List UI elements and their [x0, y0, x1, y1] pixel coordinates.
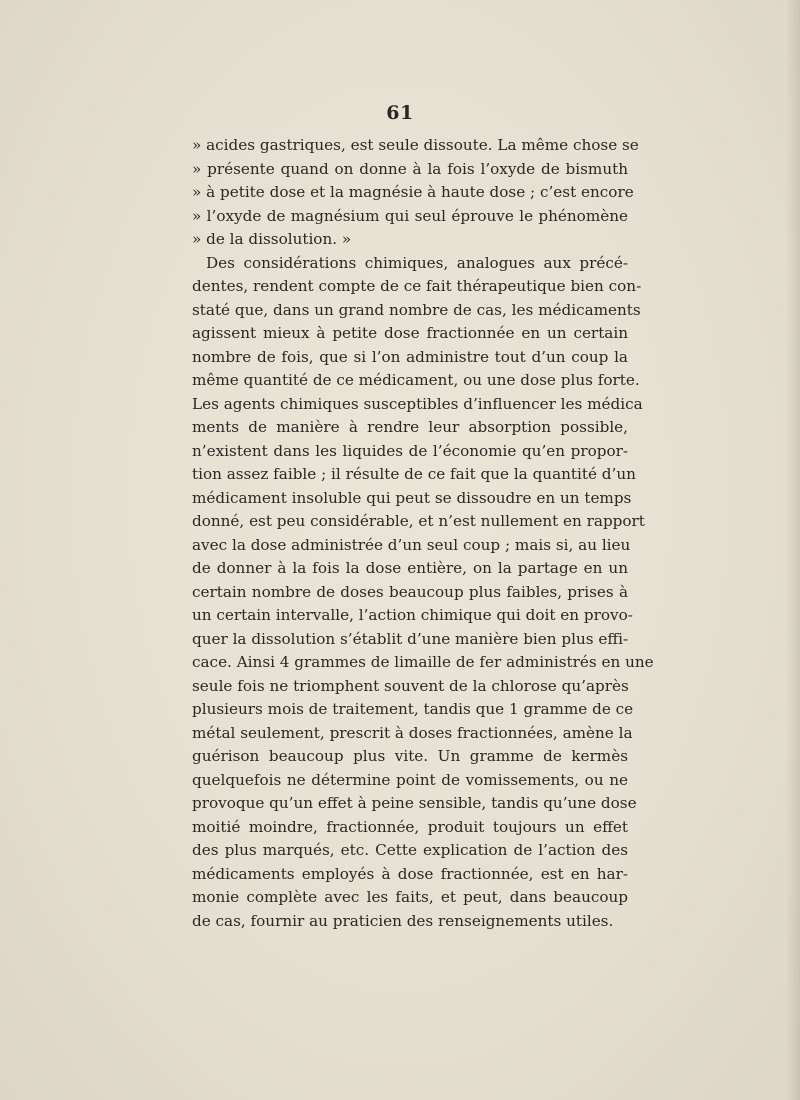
- text-line: Les agents chimiques susceptibles d’influencer les médica: [192, 394, 643, 413]
- text-line: médicaments employés à dose fractionnée, est en har-: [192, 864, 628, 883]
- text-line: n’existent dans les liquides de l’économie qu’en propor-: [192, 441, 628, 460]
- text-line: un certain intervalle, l’action chimique qui doit en provo-: [192, 606, 633, 624]
- text-line: provoque qu’un effet à peine sensible, tandis qu’une dose: [192, 794, 637, 812]
- text-line: cace. Ainsi 4 grammes de limaille de fer administrés en une: [192, 653, 654, 671]
- text-line: agissent mieux à petite dose fractionnée en un certain: [192, 324, 628, 342]
- text-line: certain nombre de doses beaucoup plus faibles, prises à: [192, 582, 628, 601]
- text-line: donné, est peu considérable, et n’est nullement en rapport: [192, 512, 645, 530]
- text-line: » de la dissolution. »: [192, 230, 352, 248]
- text-line: monie complète avec les faits, et peut, dans beaucoup: [192, 888, 628, 906]
- text-line: quelquefois ne détermine point de vomissements, ou ne: [192, 770, 628, 789]
- text-line: » à petite dose et la magnésie à haute dose ; c’est encore: [192, 183, 634, 201]
- text-line: plusieurs mois de traitement, tandis que 1 gramme de ce: [192, 700, 634, 718]
- body-text: [192, 134, 654, 933]
- text-line: quer la dissolution s’établit d’une manière bien plus effi-: [192, 629, 629, 648]
- paragraph-start-line: Des considérations chimiques, analogues aux précé-: [206, 253, 628, 272]
- page-edge-shadow: [786, 0, 800, 1100]
- text-line: de cas, fournir au praticien des renseignements utiles.: [192, 911, 614, 930]
- text-line: de donner à la fois la dose entière, on la partage en un: [192, 559, 628, 577]
- text-line: » l’oxyde de magnésium qui seul éprouve le phénomène: [192, 206, 628, 225]
- text-line: tion assez faible ; il résulte de ce fait que la quantité d’un: [192, 465, 636, 483]
- text-line: seule fois ne triomphent souvent de la chlorose qu’après: [192, 676, 629, 695]
- text-line: avec la dose administrée d’un seul coup ; mais si, au lieu: [192, 535, 631, 554]
- page-number: 61: [386, 102, 414, 124]
- text-line: moitié moindre, fractionnée, produit toujours un effet: [192, 817, 628, 836]
- text-line: » présente quand on donne à la fois l’oxyde de bismuth: [192, 159, 628, 178]
- text-line: ments de manière à rendre leur absorption possible,: [192, 418, 628, 436]
- text-line: guérison beaucoup plus vite. Un gramme de kermès: [192, 747, 628, 765]
- text-line: nombre de fois, que si l’on administre tout d’un coup la: [192, 347, 628, 366]
- text-line: » acides gastriques, est seule dissoute. La même chose se: [192, 136, 639, 154]
- text-line: des plus marqués, etc. Cette explication de l’action des: [192, 841, 628, 859]
- text-line: métal seulement, prescrit à doses fractionnées, amène la: [192, 723, 633, 742]
- text-line: dentes, rendent compte de ce fait thérapeutique bien con-: [192, 277, 642, 295]
- text-line: même quantité de ce médicament, ou une dose plus forte.: [192, 371, 640, 389]
- text-line: médicament insoluble qui peut se dissoudre en un temps: [192, 488, 632, 507]
- text-line: staté que, dans un grand nombre de cas, les médicaments: [192, 300, 641, 319]
